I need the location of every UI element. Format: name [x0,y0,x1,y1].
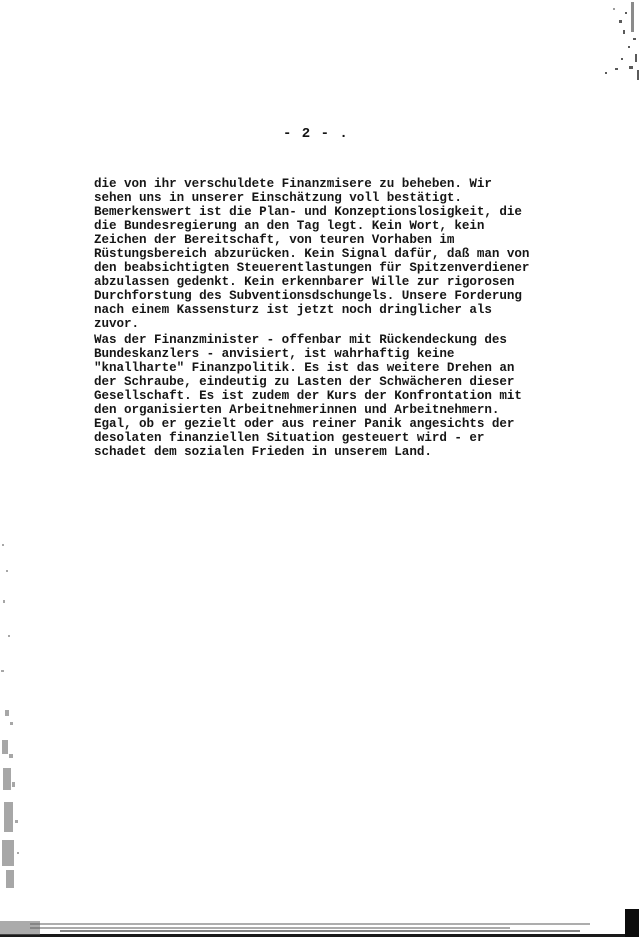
text-line: die von ihr verschuldete Finanzmisere zu beheben. Wir [94,177,492,191]
scan-artifact-left-edge [0,540,30,900]
text-line: Bundeskanzlers - anvisiert, ist wahrhaftig keine [94,347,455,361]
text-line: nach einem Kassensturz ist jetzt noch dringlicher als [94,303,492,317]
text-line: desolaten finanziellen Situation gesteuert wird - er [94,431,485,445]
page-number: - 2 - . [283,126,349,142]
text-line: Rüstungsbereich abzurücken. Kein Signal dafür, daß man von [94,247,530,261]
text-line: Egal, ob er gezielt oder aus reiner Panik angesichts der [94,417,515,431]
text-line: Bemerkenswert ist die Plan- und Konzeptionslosigkeit, die [94,205,522,219]
text-line: Zeichen der Bereitschaft, von teuren Vorhaben im [94,233,455,247]
scan-artifact-corner-bottom-right [625,909,639,937]
scan-artifact-corner [593,0,639,90]
text-line: Was der Finanzminister - offenbar mit Rückendeckung des [94,333,507,347]
text-line: Gesellschaft. Es ist zudem der Kurs der Konfrontation mit [94,389,522,403]
text-line: sehen uns in unserer Einschätzung voll bestätigt. [94,191,462,205]
text-line: schadet dem sozialen Frieden in unserem Land. [94,445,432,459]
text-line: Durchforstung des Subventionsdschungels. Unsere Forderung [94,289,522,303]
scan-artifact-bottom-edge [0,915,639,937]
text-line: den beabsichtigten Steuerentlastungen für Spitzenverdiener [94,261,530,275]
text-line: "knallharte" Finanzpolitik. Es ist das weitere Drehen an [94,361,515,375]
text-line: der Schraube, eindeutig zu Lasten der Schwächeren dieser [94,375,515,389]
text-line: abzulassen gedenkt. Kein erkennbarer Wille zur rigorosen [94,275,515,289]
text-line: zuvor. [94,317,140,331]
text-line: den organisierten Arbeitnehmerinnen und Arbeitnehmern. [94,403,500,417]
text-line: die Bundesregierung an den Tag legt. Kein Wort, kein [94,219,485,233]
